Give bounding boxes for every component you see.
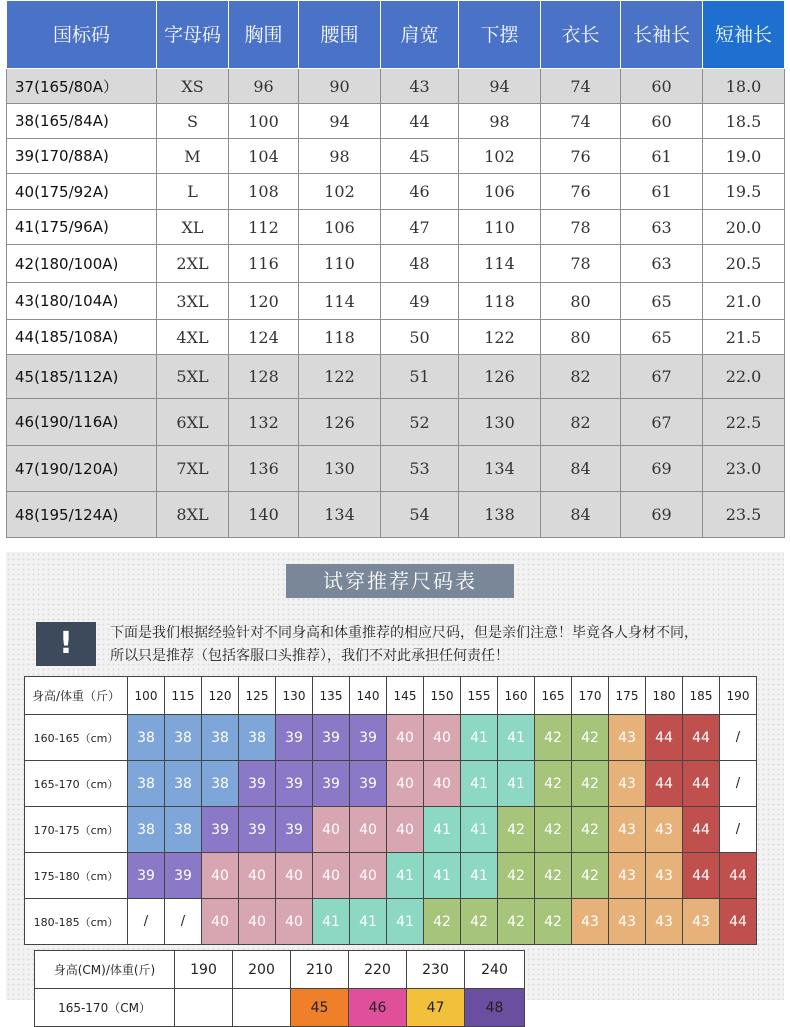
recommended-size-cell: 40 — [313, 807, 350, 853]
size-value-cell: 94 — [299, 104, 381, 139]
recommended-size-cell: 39 — [276, 807, 313, 853]
recommended-size-cell: 42 — [498, 807, 535, 853]
size-value-cell: 118 — [459, 283, 541, 320]
size-value-cell: 48 — [381, 245, 459, 283]
size-chart-column-header: 国标码 — [7, 1, 157, 69]
height-row — [25, 853, 757, 899]
recommended-size-cell: 40 — [239, 899, 276, 945]
weight-header-row — [25, 677, 757, 715]
recommended-size-cell: 38 — [202, 715, 239, 761]
weight-header-cell: 165 — [535, 677, 572, 715]
recommended-size-cell: 44 — [683, 807, 720, 853]
size-chart-row — [7, 283, 785, 320]
recommended-size-cell: 40 — [424, 715, 461, 761]
recommended-size-cell: 40 — [387, 807, 424, 853]
size-value-cell: 80 — [541, 320, 621, 355]
size-chart-column-header: 短袖长 — [703, 1, 785, 69]
size-value-cell: 3XL — [157, 283, 229, 320]
size-value-cell: 45 — [381, 139, 459, 174]
height-row — [25, 715, 757, 761]
size-value-cell: 69 — [621, 446, 703, 492]
notice-line: 所以只是推荐（包括客服口头推荐），我们不对此承担任何责任！ — [110, 648, 509, 664]
size-value-cell: 19.0 — [703, 139, 785, 174]
recommended-size-cell: 39 — [128, 853, 165, 899]
size-code-cell: 48(195/124A) — [7, 492, 157, 538]
size-value-cell: 80 — [541, 283, 621, 320]
size-chart-column-header: 肩宽 — [381, 1, 459, 69]
recommended-size-cell: / — [720, 761, 757, 807]
recommended-size-cell: 39 — [239, 807, 276, 853]
size-chart-column-header: 腰围 — [299, 1, 381, 69]
size-value-cell: 60 — [621, 104, 703, 139]
size-value-cell: 114 — [299, 283, 381, 320]
weight-header-cell: 170 — [572, 677, 609, 715]
size-value-cell: 51 — [381, 355, 459, 399]
recommended-size-cell — [233, 989, 291, 1027]
height-label-cell: 180-185（cm） — [25, 899, 128, 945]
recommended-size-cell: 39 — [202, 807, 239, 853]
size-value-cell: 90 — [299, 69, 381, 104]
recommended-size-cell: 42 — [572, 807, 609, 853]
recommended-size-cell: 38 — [165, 761, 202, 807]
recommended-size-cell: 43 — [683, 899, 720, 945]
recommended-size-cell: 41 — [461, 807, 498, 853]
size-value-cell: 130 — [459, 399, 541, 446]
size-value-cell: 102 — [459, 139, 541, 174]
size-code-cell: 45(185/112A) — [7, 355, 157, 399]
size-value-cell: 63 — [621, 210, 703, 245]
size-value-cell: 112 — [229, 210, 299, 245]
size-chart-row — [7, 399, 785, 446]
size-value-cell: 98 — [459, 104, 541, 139]
weight-header-cell: 140 — [350, 677, 387, 715]
recommended-size-cell: 44 — [683, 715, 720, 761]
size-chart-table — [6, 0, 785, 538]
recommended-size-cell: 38 — [239, 715, 276, 761]
recommended-size-cell: 45 — [291, 989, 349, 1027]
recommended-size-cell: 42 — [424, 899, 461, 945]
recommended-size-cell: 41 — [387, 853, 424, 899]
size-value-cell: 74 — [541, 104, 621, 139]
size-value-cell: 22.5 — [703, 399, 785, 446]
size-chart-column-header: 衣长 — [541, 1, 621, 69]
size-value-cell: 118 — [299, 320, 381, 355]
recommended-size-cell: 40 — [202, 853, 239, 899]
weight-header-cell: 180 — [646, 677, 683, 715]
size-value-cell: 84 — [541, 492, 621, 538]
recommended-size-cell: 40 — [276, 899, 313, 945]
size-value-cell: 4XL — [157, 320, 229, 355]
size-value-cell: 106 — [459, 174, 541, 210]
weight-header-cell: 115 — [165, 677, 202, 715]
recommended-size-cell: 40 — [387, 761, 424, 807]
recommended-size-cell: 39 — [350, 761, 387, 807]
recommended-size-cell: 46 — [349, 989, 407, 1027]
size-value-cell: 128 — [229, 355, 299, 399]
size-value-cell: 52 — [381, 399, 459, 446]
recommended-size-cell: 43 — [572, 899, 609, 945]
size-value-cell: 63 — [621, 245, 703, 283]
size-chart-row — [7, 320, 785, 355]
recommended-size-cell: 41 — [498, 761, 535, 807]
size-value-cell: 74 — [541, 69, 621, 104]
fit-recommendation-panel — [6, 552, 784, 1016]
size-code-cell: 38(165/84A) — [7, 104, 157, 139]
recommended-size-cell: 39 — [165, 853, 202, 899]
size-value-cell: 102 — [299, 174, 381, 210]
recommended-size-cell: 42 — [535, 761, 572, 807]
size-value-cell: 21.0 — [703, 283, 785, 320]
recommended-size-cell: 44 — [683, 761, 720, 807]
size-chart-row — [7, 139, 785, 174]
size-value-cell: 19.5 — [703, 174, 785, 210]
recommended-size-cell: 43 — [646, 853, 683, 899]
recommended-size-cell: 41 — [461, 715, 498, 761]
size-code-cell: 37(165/80A） — [7, 69, 157, 104]
recommended-size-cell: 39 — [276, 761, 313, 807]
recommended-size-cell: 41 — [387, 899, 424, 945]
recommended-size-cell: 41 — [498, 715, 535, 761]
height-row — [35, 989, 525, 1027]
weight-header-row — [35, 951, 525, 989]
size-value-cell: 130 — [299, 446, 381, 492]
recommended-size-cell: 43 — [646, 807, 683, 853]
size-code-cell: 41(175/96A) — [7, 210, 157, 245]
size-value-cell: 136 — [229, 446, 299, 492]
recommended-size-cell: 38 — [165, 715, 202, 761]
recommended-size-cell: 42 — [535, 853, 572, 899]
size-chart-row — [7, 355, 785, 399]
size-value-cell: 23.5 — [703, 492, 785, 538]
size-chart-column-header: 字母码 — [157, 1, 229, 69]
weight-header-cell: 230 — [407, 951, 465, 989]
recommended-size-cell: 42 — [572, 853, 609, 899]
recommended-size-cell: 38 — [128, 807, 165, 853]
weight-header-cell: 200 — [233, 951, 291, 989]
size-value-cell: 126 — [459, 355, 541, 399]
size-value-cell: 100 — [229, 104, 299, 139]
recommended-size-cell: 43 — [646, 899, 683, 945]
size-chart-row — [7, 174, 785, 210]
recommended-size-cell: 38 — [128, 715, 165, 761]
size-value-cell: 94 — [459, 69, 541, 104]
height-label-cell: 165-170（cm） — [25, 761, 128, 807]
recommended-size-cell: 41 — [424, 807, 461, 853]
size-value-cell: 78 — [541, 210, 621, 245]
recommended-size-cell: 42 — [498, 899, 535, 945]
size-value-cell: 21.5 — [703, 320, 785, 355]
recommended-size-cell: 43 — [609, 853, 646, 899]
recommended-size-cell: 39 — [313, 715, 350, 761]
recommended-size-cell: 43 — [609, 899, 646, 945]
height-label-cell: 175-180（cm） — [25, 853, 128, 899]
size-value-cell: 60 — [621, 69, 703, 104]
size-value-cell: 54 — [381, 492, 459, 538]
recommended-size-cell: / — [128, 899, 165, 945]
size-value-cell: 98 — [299, 139, 381, 174]
recommended-size-cell: 38 — [202, 761, 239, 807]
weight-header-cell: 210 — [291, 951, 349, 989]
recommended-size-cell: / — [720, 715, 757, 761]
size-code-cell: 39(170/88A) — [7, 139, 157, 174]
height-row — [25, 807, 757, 853]
height-label-cell: 170-175（cm） — [25, 807, 128, 853]
size-code-cell: 44(185/108A) — [7, 320, 157, 355]
size-value-cell: 65 — [621, 320, 703, 355]
height-weight-size-table — [24, 676, 757, 945]
weight-header-cell: 190 — [720, 677, 757, 715]
recommended-size-cell: 44 — [646, 715, 683, 761]
recommended-size-cell: 47 — [407, 989, 465, 1027]
size-value-cell: 76 — [541, 174, 621, 210]
size-value-cell: 49 — [381, 283, 459, 320]
size-value-cell: 114 — [459, 245, 541, 283]
recommended-size-cell: 39 — [313, 761, 350, 807]
recommended-size-cell: 40 — [202, 899, 239, 945]
size-value-cell: 8XL — [157, 492, 229, 538]
recommended-size-cell: 42 — [535, 715, 572, 761]
size-value-cell: 122 — [299, 355, 381, 399]
size-value-cell: 18.0 — [703, 69, 785, 104]
weight-header-cell: 155 — [461, 677, 498, 715]
size-code-cell: 43(180/104A) — [7, 283, 157, 320]
size-code-cell: 47(190/120A) — [7, 446, 157, 492]
size-chart-row — [7, 446, 785, 492]
weight-header-cell: 100 — [128, 677, 165, 715]
recommended-size-cell: 44 — [720, 899, 757, 945]
recommended-size-cell: 38 — [128, 761, 165, 807]
weight-header-cell: 145 — [387, 677, 424, 715]
height-row — [25, 899, 757, 945]
size-value-cell: 47 — [381, 210, 459, 245]
recommended-size-cell — [175, 989, 233, 1027]
size-value-cell: 134 — [299, 492, 381, 538]
size-value-cell: 7XL — [157, 446, 229, 492]
size-value-cell: 22.0 — [703, 355, 785, 399]
weight-header-cell: 240 — [465, 951, 525, 989]
size-chart-row — [7, 492, 785, 538]
recommended-size-cell: 42 — [535, 899, 572, 945]
size-value-cell: 82 — [541, 355, 621, 399]
notice-text — [110, 622, 770, 668]
size-value-cell: 124 — [229, 320, 299, 355]
size-value-cell: 120 — [229, 283, 299, 320]
size-chart-row — [7, 245, 785, 283]
weight-header-cell: 190 — [175, 951, 233, 989]
recommended-size-cell: / — [165, 899, 202, 945]
recommended-size-cell: 43 — [609, 807, 646, 853]
recommended-size-cell: 42 — [535, 807, 572, 853]
size-value-cell: 104 — [229, 139, 299, 174]
size-value-cell: 67 — [621, 399, 703, 446]
size-value-cell: 110 — [459, 210, 541, 245]
size-value-cell: S — [157, 104, 229, 139]
recommended-size-cell: 39 — [239, 761, 276, 807]
size-value-cell: 5XL — [157, 355, 229, 399]
recommended-size-cell: 43 — [609, 761, 646, 807]
recommended-size-cell: 40 — [424, 761, 461, 807]
size-code-cell: 40(175/92A) — [7, 174, 157, 210]
size-value-cell: 106 — [299, 210, 381, 245]
size-code-cell: 42(180/100A) — [7, 245, 157, 283]
size-value-cell: XS — [157, 69, 229, 104]
recommended-size-cell: 41 — [313, 899, 350, 945]
size-value-cell: 82 — [541, 399, 621, 446]
size-value-cell: 110 — [299, 245, 381, 283]
size-value-cell: 43 — [381, 69, 459, 104]
height-label-cell: 160-165（cm） — [25, 715, 128, 761]
recommended-size-cell: 39 — [350, 715, 387, 761]
fit-recommendation-title: 试穿推荐尺码表 — [286, 564, 514, 598]
weight-header-cell: 175 — [609, 677, 646, 715]
weight-header-cell: 120 — [202, 677, 239, 715]
recommended-size-cell: 41 — [350, 899, 387, 945]
recommended-size-cell: 44 — [683, 853, 720, 899]
size-code-cell: 46(190/116A) — [7, 399, 157, 446]
recommended-size-cell: 41 — [461, 853, 498, 899]
size-value-cell: 6XL — [157, 399, 229, 446]
size-value-cell: 126 — [299, 399, 381, 446]
recommended-size-cell: 42 — [572, 761, 609, 807]
size-chart-header-row — [7, 1, 785, 69]
size-value-cell: 132 — [229, 399, 299, 446]
size-chart-row — [7, 69, 785, 104]
size-value-cell: 2XL — [157, 245, 229, 283]
recommended-size-cell: 38 — [165, 807, 202, 853]
weight-header-cell: 160 — [498, 677, 535, 715]
recommended-size-cell: 40 — [350, 807, 387, 853]
size-value-cell: 20.0 — [703, 210, 785, 245]
size-value-cell: 67 — [621, 355, 703, 399]
exclamation-icon: ! — [36, 622, 96, 666]
size-chart-column-header: 长袖长 — [621, 1, 703, 69]
size-value-cell: 122 — [459, 320, 541, 355]
size-value-cell: 53 — [381, 446, 459, 492]
weight-header-cell: 220 — [349, 951, 407, 989]
size-value-cell: 20.5 — [703, 245, 785, 283]
size-chart-row — [7, 210, 785, 245]
size-value-cell: 108 — [229, 174, 299, 210]
size-value-cell: 76 — [541, 139, 621, 174]
size-chart-column-header: 胸围 — [229, 1, 299, 69]
size-value-cell: 61 — [621, 174, 703, 210]
corner-label: 身高/体重（斤） — [25, 677, 128, 715]
notice-line: 下面是我们根据经验针对不同身高和体重推荐的相应尺码，但是亲们注意！毕竟各人身材不同， — [110, 625, 698, 641]
weight-header-cell: 185 — [683, 677, 720, 715]
weight-header-cell: 135 — [313, 677, 350, 715]
recommended-size-cell: 44 — [720, 853, 757, 899]
size-value-cell: 46 — [381, 174, 459, 210]
size-value-cell: 96 — [229, 69, 299, 104]
height-weight-size-table-large — [34, 950, 525, 1027]
recommended-size-cell: 41 — [424, 853, 461, 899]
size-chart-row — [7, 104, 785, 139]
size-value-cell: 84 — [541, 446, 621, 492]
weight-header-cell: 130 — [276, 677, 313, 715]
size-value-cell: 61 — [621, 139, 703, 174]
size-value-cell: XL — [157, 210, 229, 245]
recommended-size-cell: 41 — [461, 761, 498, 807]
recommended-size-cell: 40 — [276, 853, 313, 899]
size-chart-column-header: 下摆 — [459, 1, 541, 69]
recommended-size-cell: 44 — [646, 761, 683, 807]
recommended-size-cell: 40 — [387, 715, 424, 761]
recommended-size-cell: / — [720, 807, 757, 853]
weight-header-cell: 125 — [239, 677, 276, 715]
size-value-cell: 134 — [459, 446, 541, 492]
recommended-size-cell: 40 — [313, 853, 350, 899]
size-value-cell: 78 — [541, 245, 621, 283]
size-value-cell: L — [157, 174, 229, 210]
size-chart-body — [7, 69, 785, 538]
size-value-cell: 50 — [381, 320, 459, 355]
height-label-cell: 165-170（CM） — [35, 989, 175, 1027]
size-value-cell: 23.0 — [703, 446, 785, 492]
size-value-cell: 140 — [229, 492, 299, 538]
size-value-cell: 65 — [621, 283, 703, 320]
recommended-size-cell: 39 — [276, 715, 313, 761]
size-value-cell: 44 — [381, 104, 459, 139]
size-value-cell: 69 — [621, 492, 703, 538]
size-value-cell: 18.5 — [703, 104, 785, 139]
size-value-cell: 138 — [459, 492, 541, 538]
recommended-size-cell: 40 — [239, 853, 276, 899]
recommended-size-cell: 42 — [461, 899, 498, 945]
size-value-cell: 116 — [229, 245, 299, 283]
recommended-size-cell: 42 — [572, 715, 609, 761]
recommended-size-cell: 42 — [498, 853, 535, 899]
recommended-size-cell: 48 — [465, 989, 525, 1027]
recommended-size-cell: 40 — [350, 853, 387, 899]
height-row — [25, 761, 757, 807]
corner-label: 身高(CM)/体重(斤) — [35, 951, 175, 989]
size-value-cell: M — [157, 139, 229, 174]
recommended-size-cell: 43 — [609, 715, 646, 761]
weight-header-cell: 150 — [424, 677, 461, 715]
